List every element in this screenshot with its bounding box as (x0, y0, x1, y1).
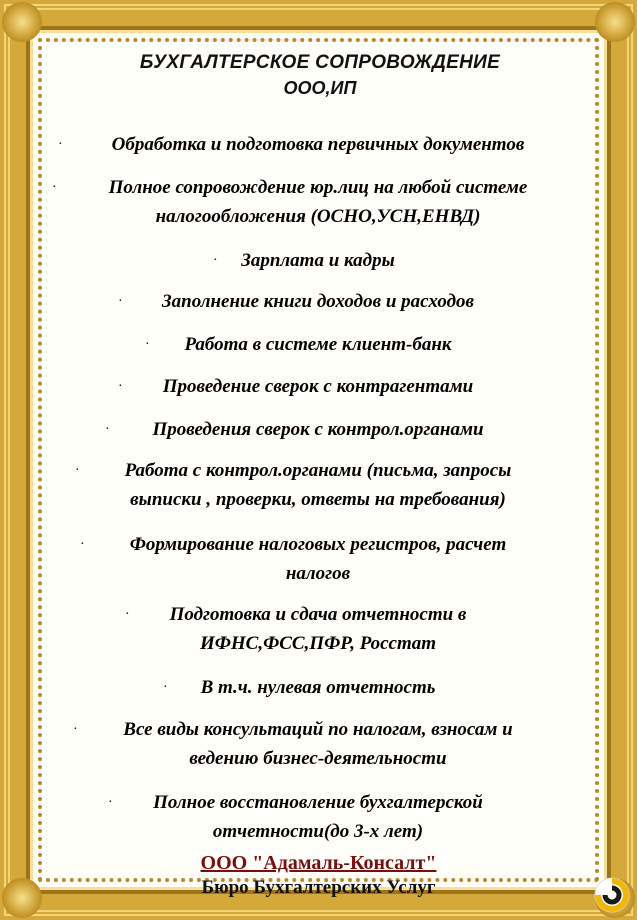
service-item (38, 715, 598, 773)
service-item (38, 415, 598, 444)
service-item (38, 246, 598, 275)
service-item-line: Зарплата и кадры (241, 250, 395, 271)
frame-corner-ornament (595, 2, 635, 42)
company-tagline: Бюро Бухгалтерских Услуг (201, 877, 436, 898)
service-item-line: Проведение сверок с контрагентами (162, 376, 474, 397)
bullet-icon: · (125, 607, 130, 622)
bullet-icon: · (73, 722, 78, 737)
service-item-line: Полное восстановление бухгалтерской (153, 792, 483, 813)
service-item (38, 372, 598, 401)
page-subtitle: ООО,ИП (283, 78, 357, 98)
bullet-icon: · (145, 337, 150, 352)
bullet-icon: · (105, 422, 110, 437)
service-item-line: ведению бизнес-деятельности (189, 748, 447, 769)
service-item-line: Полное сопровождение юр.лиц на любой системе (108, 177, 528, 198)
bullet-icon: · (163, 680, 168, 695)
bullet-icon: · (52, 180, 57, 195)
service-item (38, 287, 598, 316)
service-item-line: выписки , проверки, ответы на требования) (130, 489, 506, 510)
service-item-line: Проведения сверок с контрол.органами (152, 419, 484, 440)
service-item-line: Обработка и подготовка первичных документов (111, 134, 525, 155)
service-item (38, 330, 598, 359)
document-body (40, 52, 600, 107)
bullet-icon: · (58, 137, 63, 152)
service-item (38, 600, 598, 658)
bullet-icon: · (80, 537, 85, 552)
service-item-line: Работа в системе клиент-банк (184, 334, 452, 355)
frame-corner-ornament (2, 2, 42, 42)
service-item-line: Работа с контрол.органами (письма, запросы (124, 460, 512, 481)
service-item-line: Подготовка и сдача отчетности в (169, 604, 467, 625)
service-item-line: Формирование налоговых регистров, расчет (129, 534, 507, 555)
service-item-line: Заполнение книги доходов и расходов (161, 291, 475, 312)
service-item (38, 530, 598, 588)
bullet-icon: · (118, 379, 123, 394)
service-item (38, 673, 598, 702)
bullet-icon: · (75, 463, 80, 478)
service-item-line: Все виды консультаций по налогам, взносам и (123, 719, 513, 740)
brand-logo-icon (593, 876, 631, 914)
company-name: ООО "Адамаль-Консалт" (200, 852, 437, 874)
service-item (38, 130, 598, 159)
page-title: БУХГАЛТЕРСКОЕ СОПРОВОЖДЕНИЕ (139, 52, 501, 73)
service-item (38, 788, 598, 846)
service-item (38, 456, 598, 514)
service-item-line: ИФНС,ФСС,ПФР, Росстат (199, 633, 437, 654)
service-item-line: налогов (285, 563, 351, 584)
service-item (38, 173, 598, 231)
bullet-icon: · (213, 253, 218, 268)
service-item-line: В т.ч. нулевая отчетность (200, 677, 436, 698)
service-item-line: налогообложения (ОСНО,УСН,ЕНВД) (155, 206, 481, 227)
bullet-icon: · (108, 795, 113, 810)
service-item-line: отчетности(до 3-х лет) (212, 821, 424, 842)
bullet-icon: · (118, 294, 123, 309)
